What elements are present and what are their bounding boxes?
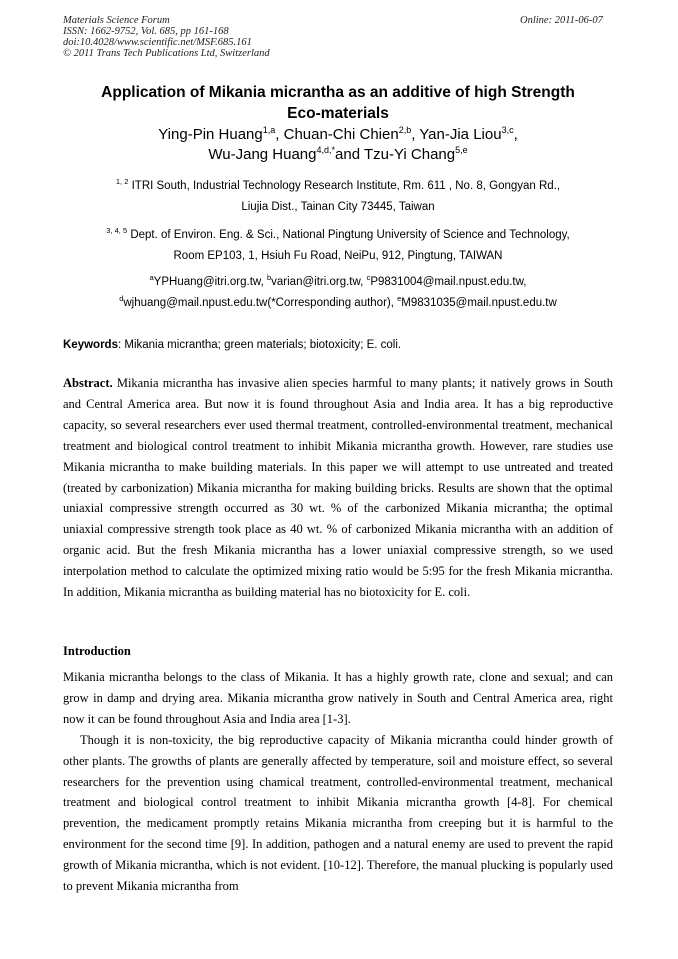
email-link[interactable]: M9831035@mail.npust.edu.tw bbox=[401, 297, 557, 309]
author-affiliation-sup: 5,e bbox=[455, 145, 468, 155]
email-link[interactable]: P9831004@mail.npust.edu.tw, bbox=[370, 276, 527, 288]
online-date: Online: 2011-06-07 bbox=[520, 15, 603, 26]
author-name: Yan-Jia Liou bbox=[419, 126, 502, 143]
introduction-body bbox=[63, 667, 613, 897]
section-heading: Introduction bbox=[63, 644, 131, 658]
paragraph: Though it is non-toxicity, the big reproductive capacity of Mikania micrantha could hinder growth of other plants. The growths of plants are generally affected by temperature, soil and moisture effect, so several researchers for the prevention using chamical treatment, controlled-environmental treatment, mechanical treatment and biological control treatment to inhibit Mikania micrantha growth [4-8]. For chemical prevention, the medicament promptly retains Mikania micrantha from creeping but it is harmful to the environment for the second time [9]. In addition, pathogen and a natural enemy are used to prevent the rapid growth of Mikania micrantha, which is not evident. [10-12]. Therefore, the manual plucking is popularly used to prevent Mikania micrantha from bbox=[63, 732, 613, 894]
affiliation-text: Room EP103, 1, Hsiuh Fu Road, NeiPu, 912, Pingtung, TAIWAN bbox=[173, 250, 503, 262]
paper-title bbox=[63, 82, 613, 124]
authors-line-2 bbox=[63, 145, 613, 165]
author-name: Wu-Jang Huang bbox=[208, 146, 317, 163]
doi-line: doi:10.4028/www.scientific.net/MSF.685.161 bbox=[63, 37, 252, 48]
journal-name: Materials Science Forum bbox=[63, 15, 170, 26]
abstract-text: Mikania micrantha has invasive alien species harmful to many plants; it natively grows in South and Central America area. But now it is found throughout Asia and India area. It has a big reproductive capacity, so several researchers ever used thermal treatment, controlled-environmental treatment, mechanical treatment and biological control treatment to inhibit Mikania micrantha growth. However, rare studies use Mikania micrantha to make building materials. In this paper we will attempt to use untreated and treated (treated by carbonization) Mikania micrantha for making building bricks. Results are shown that the optimal uniaxial compressive strength occurred as 30 wt. % of the carbonized Mikania micrantha; the optimal uniaxial compressive strength took place as 40 wt. % of carbonized Mikania micrantha with an addition of organic acid. But the fresh Mikania micrantha has a lower uniaxial compressive strength, so we used interpolation method to calculate the optimized mixing ratio would be 5:95 for the fresh Mikania micrantha. In addition, Mikania micrantha as building material has no biotoxicity for E. coli. bbox=[63, 376, 613, 600]
email-link[interactable]: YPHuang@itri.org.tw, bbox=[153, 276, 267, 288]
publication-info bbox=[63, 15, 270, 59]
authors-line-1 bbox=[63, 125, 613, 145]
author-affiliation-sup: 2,b bbox=[398, 125, 412, 135]
email-list: $^a$YPHuang@itri.org.tw, $^b$varian@itri.org.tw, $^c$P9831004@mail.npust.edu.tw, $^d$wjhuang@mail.npust.edu.tw(*Corresponding author), $^e$M9831035@mail.npust.edu.tw bbox=[119, 273, 557, 309]
author-name: Tzu-Yi Chang bbox=[363, 146, 456, 163]
keywords bbox=[63, 337, 401, 353]
author-name: Ying-Pin Huang bbox=[158, 126, 263, 143]
issn-line: ISSN: 1662-9752, Vol. 685, pp 161-168 bbox=[63, 26, 229, 37]
author-affiliation-sup: 4,d,* bbox=[316, 145, 336, 155]
title-line-1: Application of Mikania micrantha as an additive of high Strength bbox=[101, 84, 575, 101]
email-link[interactable]: varian@itri.org.tw, bbox=[271, 276, 367, 288]
title-line-2: Eco-materials bbox=[287, 105, 389, 122]
author-affiliation-sup: 1,a bbox=[262, 125, 276, 135]
keywords-text: : Mikania micrantha; green materials; biotoxicity; E. coli. bbox=[117, 339, 402, 351]
affiliation-sup: 1, 2 bbox=[115, 177, 129, 186]
affiliation-2 bbox=[63, 225, 613, 267]
keywords-label: Keywords bbox=[63, 339, 118, 351]
abstract bbox=[63, 373, 613, 603]
affiliation-text: Liujia Dist., Tainan City 73445, Taiwan bbox=[241, 201, 435, 213]
author-name: Chuan-Chi Chien bbox=[283, 126, 399, 143]
affiliation-1 bbox=[63, 176, 613, 218]
paragraph: Mikania micrantha belongs to the class of Mikania. It has a highly growth rate, clone and sexual; and can grow in damp and drying area. Mikania micrantha grow natively in South and Central America area, right now it can be found throughout Asia and India area [1-3]. bbox=[63, 670, 613, 726]
affiliation-sup: 3, 4, 5 bbox=[106, 226, 128, 235]
author-affiliation-sup: 3,c bbox=[501, 125, 514, 135]
copyright-line: © 2011 Trans Tech Publications Ltd, Switzerland bbox=[63, 48, 270, 59]
affiliation-text: ITRI South, Industrial Technology Research Institute, Rm. 611 , No. 8, Gongyan Rd., bbox=[128, 180, 561, 192]
author-list bbox=[63, 125, 613, 165]
affiliation-text: Dept. of Environ. Eng. & Sci., National Pingtung University of Science and Technology, bbox=[127, 229, 570, 241]
author-separator: , bbox=[513, 126, 518, 143]
author-separator: , bbox=[275, 126, 284, 143]
abstract-label: Abstract. bbox=[63, 376, 113, 390]
email-link[interactable]: wjhuang@mail.npust.edu.tw(*Corresponding author), bbox=[123, 297, 398, 309]
author-separator: , bbox=[411, 126, 420, 143]
author-separator: and bbox=[335, 146, 364, 163]
